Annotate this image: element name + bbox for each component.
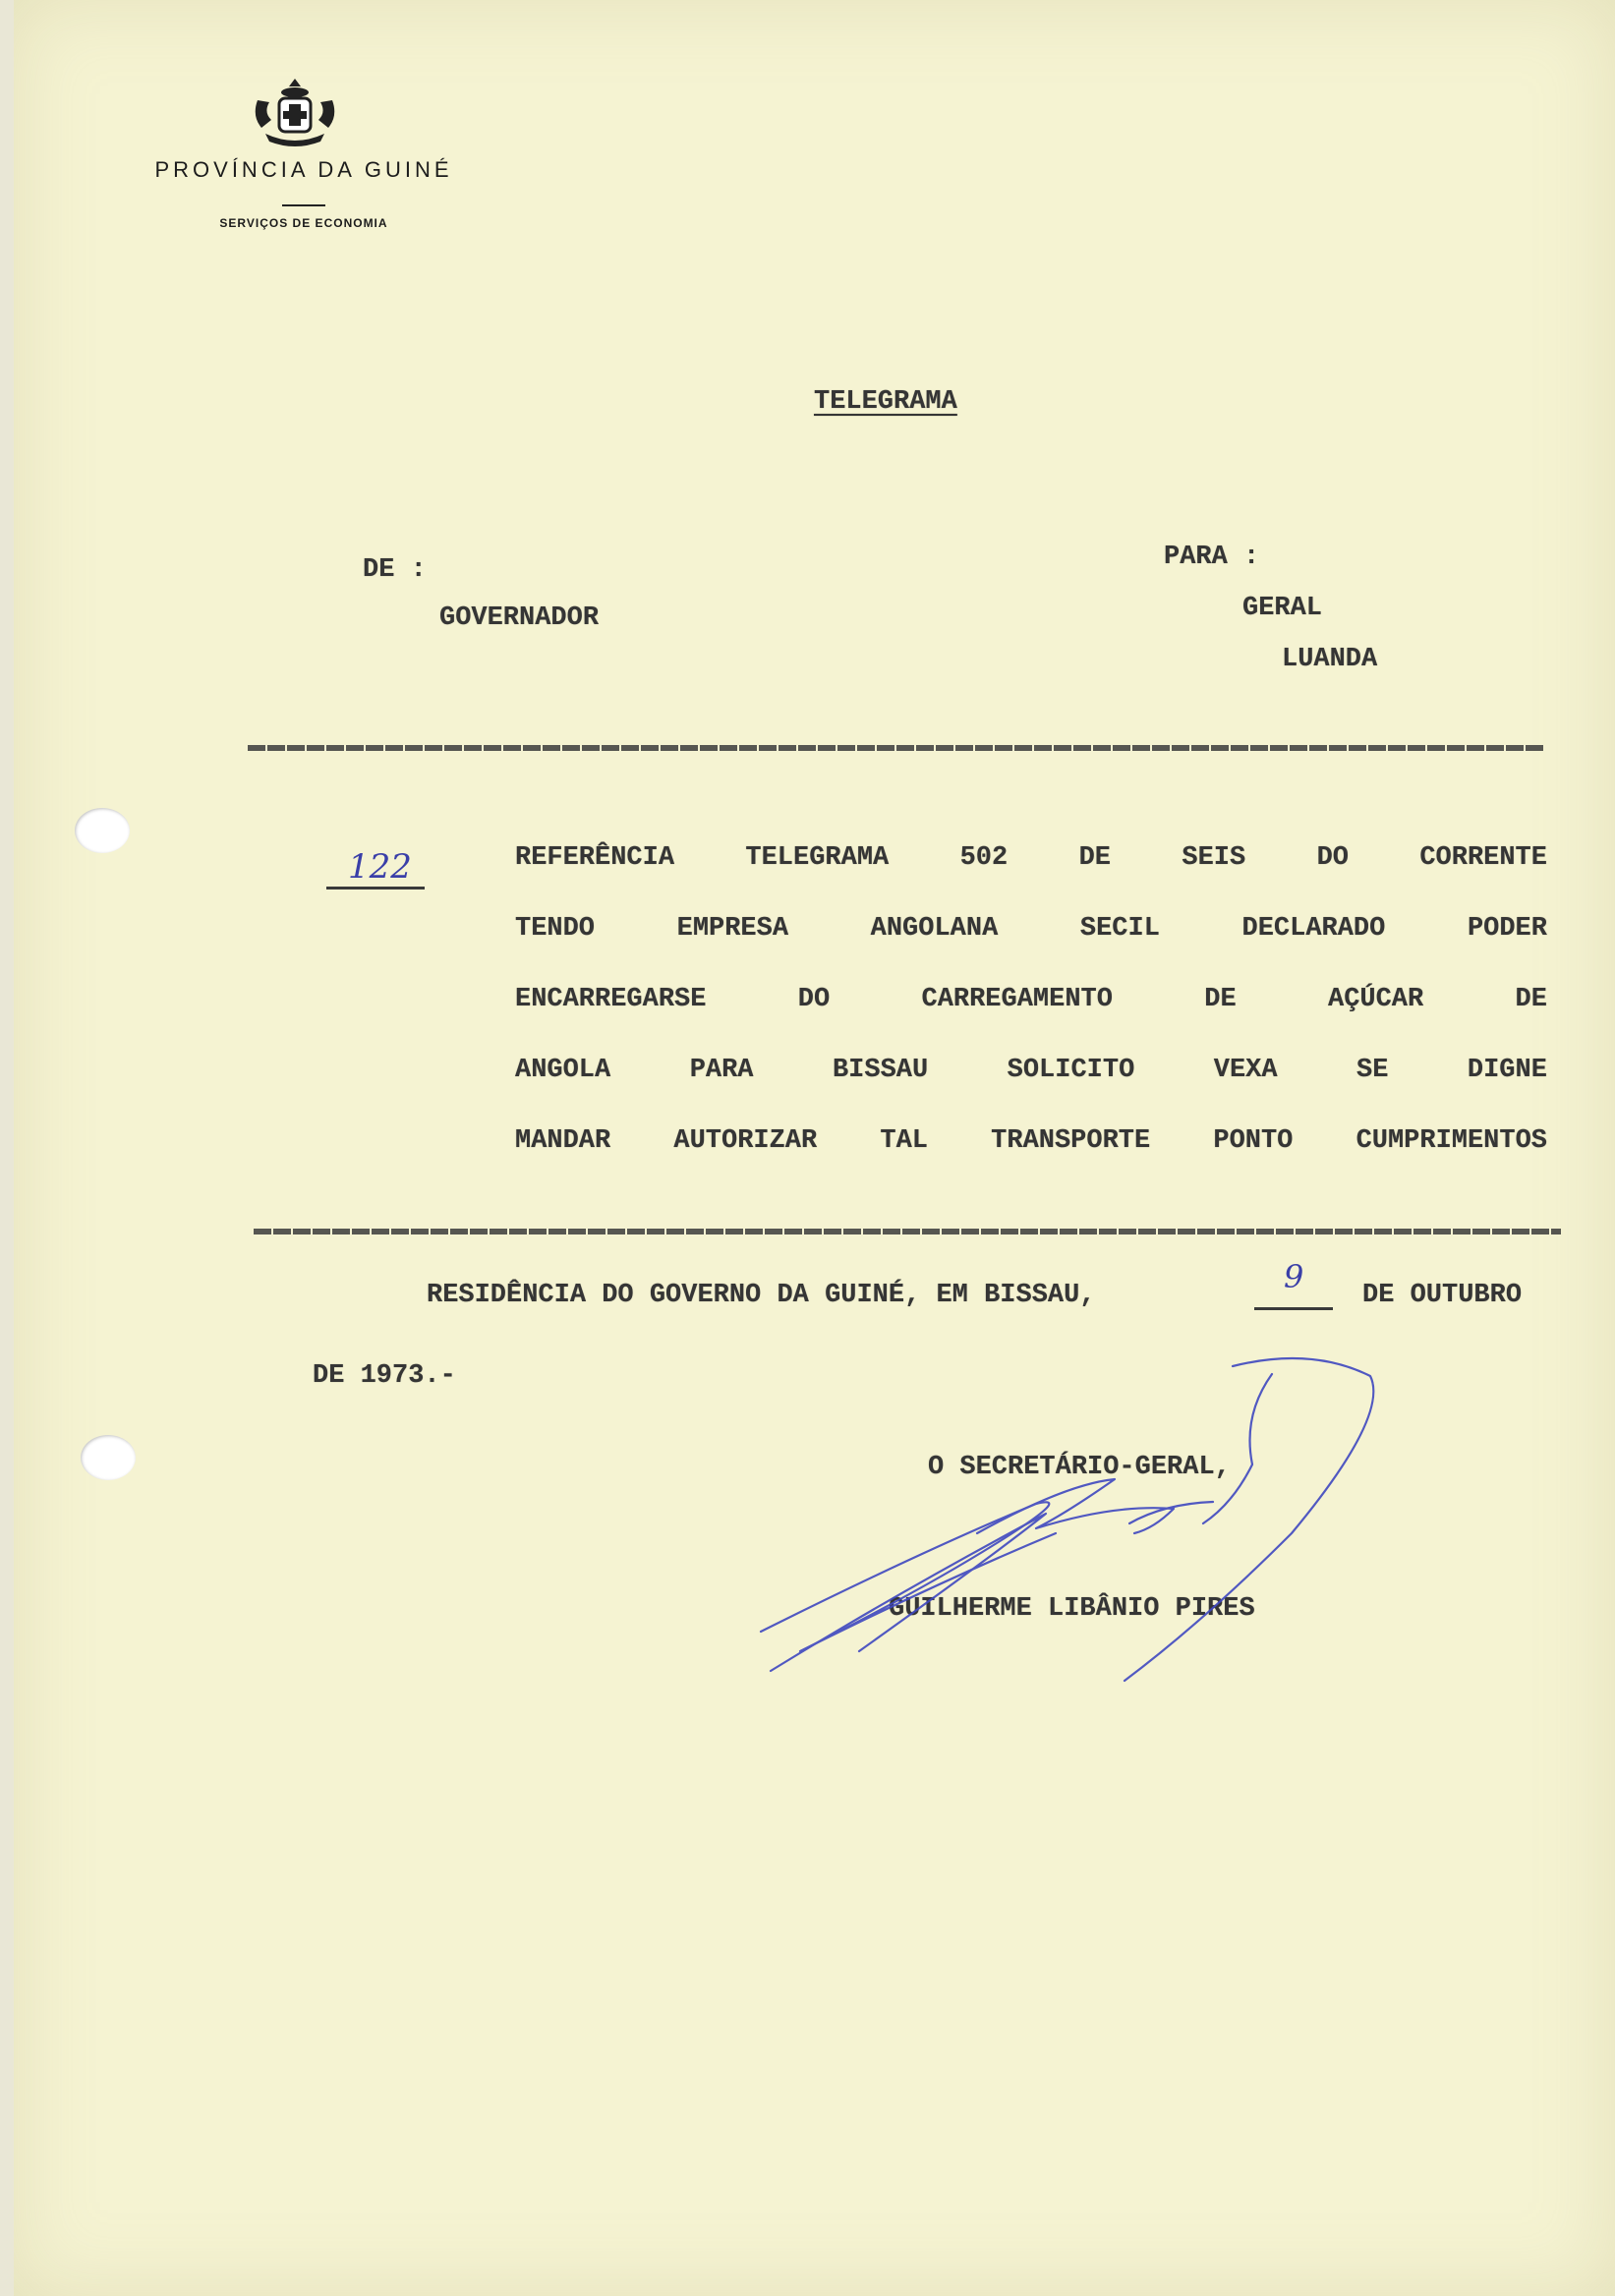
message-line-3	[515, 985, 1547, 1014]
message-word: DECLARADO	[1241, 914, 1386, 944]
message-word: AÇÚCAR	[1328, 985, 1424, 1014]
province-name: PROVÍNCIA DA GUINÉ	[154, 157, 453, 182]
handwritten-signature	[741, 1356, 1410, 1750]
letterhead	[73, 157, 535, 230]
message-word: DIGNE	[1467, 1056, 1547, 1085]
closing-day: 9	[1284, 1258, 1304, 1295]
to-line-1: GERAL	[1242, 594, 1323, 623]
message-word: ANGOLANA	[870, 914, 999, 944]
message-word: SE	[1356, 1056, 1389, 1085]
message-word: MANDAR	[515, 1126, 611, 1156]
message-word: PODER	[1467, 914, 1547, 944]
message-line-2	[515, 914, 1547, 944]
message-word: REFERÊNCIA	[515, 843, 675, 873]
message-line-4	[515, 1056, 1547, 1085]
message-number: 122	[348, 847, 412, 887]
message-word: CARREGAMENTO	[921, 985, 1113, 1014]
message-word: PARA	[689, 1056, 754, 1085]
message-word: TENDO	[515, 914, 596, 944]
message-number-underline	[326, 887, 425, 890]
message-line-5	[515, 1126, 1547, 1156]
message-word: AUTORIZAR	[673, 1126, 818, 1156]
closing-day-underline	[1254, 1307, 1333, 1310]
separator-bottom	[254, 1229, 1561, 1234]
message-word: VEXA	[1213, 1056, 1278, 1085]
signatory-title: O SECRETÁRIO-GERAL,	[928, 1453, 1231, 1482]
message-word: DE	[1515, 985, 1547, 1014]
message-word: TAL	[880, 1126, 928, 1156]
letterhead-rule	[282, 204, 325, 206]
closing-prefix: RESIDÊNCIA DO GOVERNO DA GUINÉ, EM BISSAU,	[427, 1281, 1096, 1310]
message-word: PONTO	[1213, 1126, 1294, 1156]
from-value: GOVERNADOR	[439, 603, 600, 633]
punch-hole-top	[75, 808, 130, 853]
closing-suffix: DE OUTUBRO	[1362, 1281, 1523, 1310]
punch-hole-bottom	[81, 1435, 136, 1480]
to-label: PARA :	[1164, 543, 1260, 572]
message-line-1	[515, 843, 1547, 873]
message-word: BISSAU	[832, 1056, 929, 1085]
to-line-2: LUANDA	[1282, 645, 1378, 674]
closing-date-line: DE 1973.-	[313, 1361, 456, 1391]
message-word: DO	[797, 985, 831, 1014]
from-label: DE :	[363, 555, 427, 585]
message-word: 502	[959, 843, 1009, 873]
message-word: ANGOLA	[515, 1056, 611, 1085]
message-word: SEIS	[1182, 843, 1246, 873]
message-word: DO	[1316, 843, 1349, 873]
message-word: TRANSPORTE	[991, 1126, 1151, 1156]
message-word: CORRENTE	[1419, 843, 1547, 873]
message-word: TELEGRAMA	[745, 843, 890, 873]
separator-top	[248, 745, 1543, 751]
message-word: SOLICITO	[1007, 1056, 1135, 1085]
coat-of-arms-icon	[250, 77, 340, 147]
service-name: SERVIÇOS DE ECONOMIA	[219, 216, 388, 230]
message-word: DE	[1204, 985, 1237, 1014]
document-title: TELEGRAMA	[814, 387, 957, 417]
signatory-name: GUILHERME LIBÂNIO PIRES	[889, 1594, 1255, 1624]
message-word: SECIL	[1079, 914, 1160, 944]
message-word: CUMPRIMENTOS	[1355, 1126, 1547, 1156]
message-word: ENCARREGARSE	[515, 985, 707, 1014]
message-word: EMPRESA	[676, 914, 789, 944]
telegram-page	[14, 0, 1615, 2296]
message-word: DE	[1078, 843, 1111, 873]
